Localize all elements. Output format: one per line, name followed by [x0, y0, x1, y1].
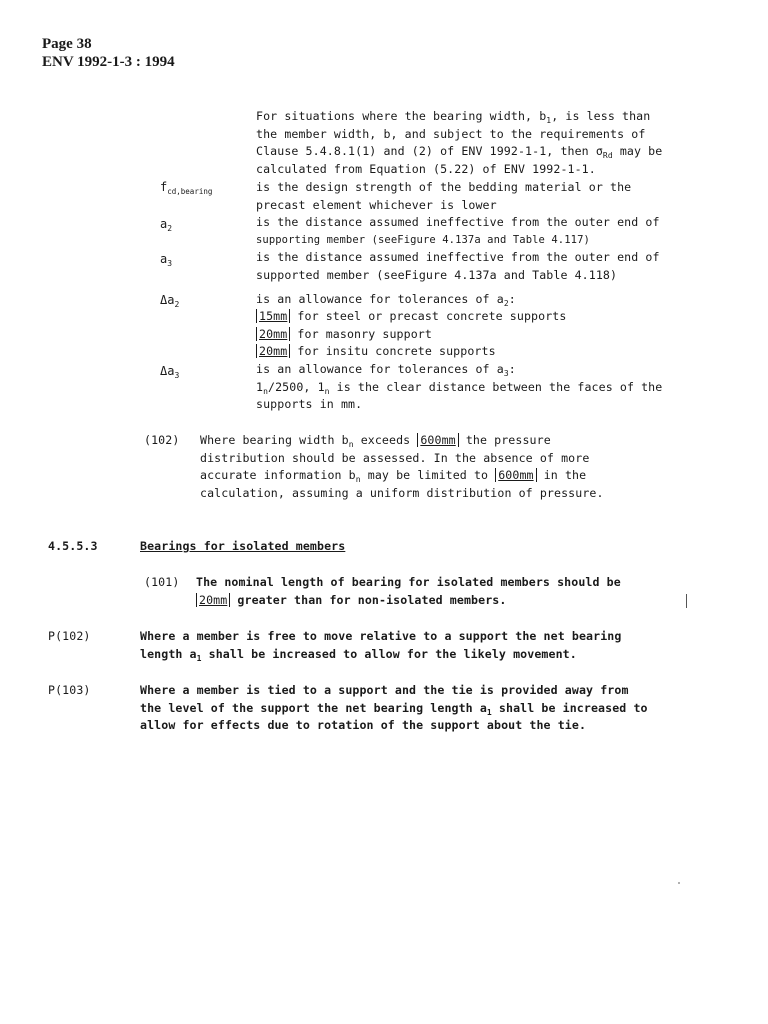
p102-line-3-sub: n [355, 475, 361, 485]
definitions-block [256, 179, 662, 414]
P102-line-2: length a [140, 646, 197, 661]
def-da3-text-end: : [508, 361, 516, 376]
label-da2-sub: 2 [174, 300, 180, 309]
def-f-line-1: is the design strength of the bedding material or the [256, 180, 632, 194]
label-a2-sub: 2 [167, 224, 173, 233]
label-da3-base: Δa [160, 364, 175, 378]
tolerance-text-2: for masonry support [290, 326, 432, 341]
intro-line-3: Clause 5.4.8.1(1) and (2) of ENV 1992-1-1, then σ [256, 144, 603, 159]
intro-line-1: For situations where the bearing width, b [256, 109, 547, 123]
principle-102 [140, 628, 621, 663]
def-da3-text: is an allowance for tolerances of a [256, 361, 504, 376]
P102-line-1: Where a member is free to move relative to a support the net bearing [140, 629, 622, 643]
paragraph-101-number: (101) [144, 575, 180, 589]
def-da2-text-sub: 2 [503, 298, 509, 308]
P103-line-3: allow for effects due to rotation of the support about the tie. [140, 718, 587, 733]
paragraph-101 [196, 574, 621, 609]
tolerance-text-1: for steel or precast concrete supports [290, 309, 567, 324]
def-da2-text: is an allowance for tolerances of a [256, 291, 504, 306]
label-f-cd-bearing [160, 179, 212, 196]
def-da2-text-end: : [508, 291, 516, 306]
tolerance-row-2 [256, 326, 662, 344]
p102-line-2: distribution should be assessed. In the absence of more [200, 450, 590, 465]
intro-line-3-sub: Rd [602, 151, 613, 161]
label-a3-sub: 3 [167, 259, 173, 268]
P103-line-1: Where a member is tied to a support and the tie is provided away from [140, 683, 629, 697]
scan-speck [678, 882, 680, 884]
P103-line-2: the level of the support the net bearing length a [140, 700, 487, 715]
p102-value-2: 600mm [495, 468, 536, 482]
tolerance-row-3 [256, 343, 662, 361]
def-a2-line-1: is the distance assumed ineffective from the outer end of [256, 215, 660, 230]
P103-line-2-end: shall be increased to [491, 700, 648, 715]
P103-line-2-sub: 1 [486, 707, 492, 717]
change-bar [686, 594, 687, 608]
p102-line-4: calculation, assuming a uniform distribution of pressure. [200, 485, 604, 500]
label-a3 [160, 251, 172, 268]
label-f-base: f [160, 180, 168, 194]
intro-line-1-end: , is less than [551, 109, 651, 123]
intro-line-2: the member width, b, and subject to the requirements of [256, 126, 646, 141]
def-ln-line-2: supports in mm. [256, 397, 363, 412]
paragraph-102-number: (102) [144, 433, 180, 447]
p102-line-3-end: in the [536, 468, 587, 483]
principle-102-number: P(102) [48, 629, 91, 643]
p102-line-1: Where bearing width b [200, 433, 349, 447]
def-f-line-2: precast element whichever is lower [256, 197, 497, 212]
def-a3-line-1: is the distance assumed ineffective from the outer end of [256, 250, 660, 265]
label-delta-a2 [160, 292, 179, 309]
label-da2-base: Δa [160, 293, 175, 307]
standard-reference: ENV 1992-1-3 : 1994 [42, 54, 175, 70]
p102-line-1-end: the pressure [458, 433, 551, 447]
p101-line-2: greater than for non-isolated members. [230, 592, 507, 607]
def-da3-text-sub: 3 [503, 368, 509, 378]
p102-line-3: accurate information b [200, 468, 356, 483]
def-a2-line-2: supporting member (seeFigure 4.137a and Table 4.117) [256, 233, 590, 246]
tolerance-value-2: 20mm [256, 327, 290, 341]
p102-line-3-mid: may be limited to [360, 468, 496, 483]
paragraph-102 [200, 432, 604, 502]
label-delta-a3 [160, 363, 179, 380]
label-a2 [160, 216, 172, 233]
tolerance-row-1 [256, 308, 662, 326]
intro-line-4: calculated from Equation (5.22) of ENV 1992-1-1. [256, 161, 596, 176]
P102-line-2-sub: 1 [196, 653, 202, 663]
p102-value-1: 600mm [417, 433, 458, 447]
tolerance-value-1: 15mm [256, 309, 290, 323]
section-number: 4.5.5.3 [48, 539, 98, 553]
label-a3-base: a [160, 252, 168, 266]
p101-line-1: The nominal length of bearing for isolated members should be [196, 575, 621, 589]
P102-line-2-end: shall be increased to allow for the likely movement. [201, 646, 577, 661]
label-da3-sub: 3 [174, 371, 180, 380]
label-a2-base: a [160, 217, 168, 231]
p102-line-1-sub: n [348, 440, 354, 449]
p101-value: 20mm [196, 593, 230, 607]
principle-103 [140, 682, 648, 735]
def-a3-line-2: supported member (seeFigure 4.137a and Table 4.118) [256, 267, 618, 282]
intro-paragraph [256, 108, 662, 178]
tolerance-text-3: for insitu concrete supports [290, 344, 496, 359]
section-title: Bearings for isolated members [140, 539, 346, 553]
page-number: Page 38 [42, 36, 92, 52]
tolerance-value-3: 20mm [256, 344, 290, 358]
principle-103-number: P(103) [48, 683, 91, 697]
intro-line-1-sub: 1 [546, 116, 552, 125]
p102-line-1-mid: exceeds [353, 433, 418, 447]
def-ln-line: $1_n/2500$, $1_n$ is the clear distance between the faces of the [256, 379, 663, 396]
intro-line-3-end: may be [612, 144, 663, 159]
label-f-sub: cd,bearing [167, 187, 213, 196]
